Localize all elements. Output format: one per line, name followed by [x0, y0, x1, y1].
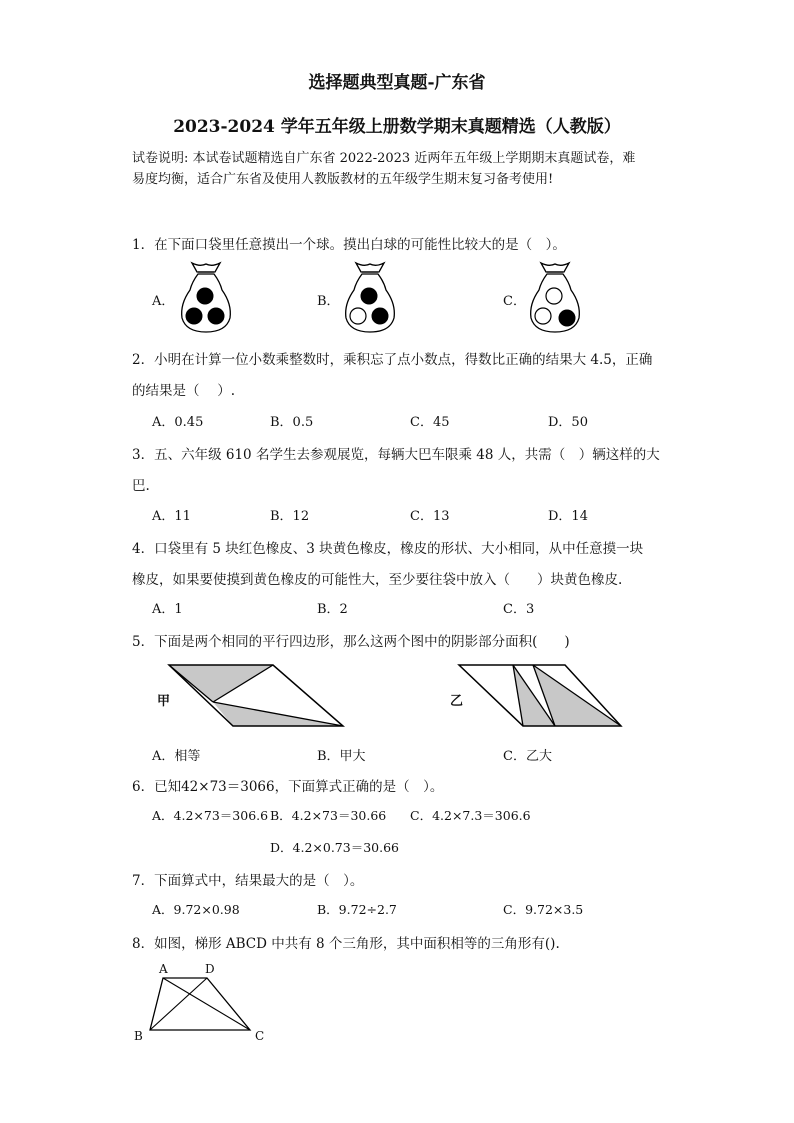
q6-option-b: B．4.2×73＝30.66	[270, 808, 387, 823]
q1-bag-c-ball	[559, 310, 575, 326]
q3-option-b: B．12	[270, 509, 310, 524]
question-5-text: 5．下面是两个相同的平行四边形，那么这两个图中的阴影部分面积( )	[132, 634, 570, 650]
q2-option-d: D．50	[548, 415, 588, 430]
question-8-text: 8．如图，梯形 ABCD 中共有 8 个三角形，其中面积相等的三角形有().	[132, 936, 560, 952]
q1-option-c: C．	[503, 294, 526, 309]
q5-figure-yi	[455, 662, 627, 730]
q2-option-b: B．0.5	[270, 415, 314, 430]
q7-option-b: B．9.72÷2.7	[317, 902, 397, 917]
q8-vertex-b-label: B	[134, 1029, 143, 1043]
q6-option-d: D．4.2×0.73＝30.66	[270, 840, 399, 855]
q2-option-a: A．0.45	[152, 415, 204, 430]
q1-bag-a-figure	[178, 260, 234, 335]
question-6-text: 6．已知42×73＝3066，下面算式正确的是（ ）。	[132, 779, 444, 795]
q3-option-c: C．13	[410, 509, 450, 524]
q1-bag-b-ball	[350, 308, 366, 324]
q2-option-c: C．45	[410, 415, 450, 430]
intro-line-2: 易度均衡，适合广东省及使用人教版教材的五年级学生期末复习备考使用!	[132, 172, 554, 187]
question-4-line-2: 橡皮，如果要使摸到黄色橡皮的可能性大，至少要往袋中放入（ ）块黄色橡皮.	[132, 572, 623, 588]
q5-figure-jia	[165, 662, 347, 730]
q1-bag-c-figure	[527, 260, 583, 335]
q7-option-c: C．9.72×3.5	[503, 902, 584, 917]
q1-option-b: B．	[317, 294, 340, 309]
question-3-line-1: 3．五、六年级 610 名学生去参观展览，每辆大巴车限乘 48 人，共需（ ）辆这样的大	[132, 447, 660, 463]
q5-option-a: A．相等	[152, 749, 201, 764]
q1-bag-b-figure	[342, 260, 398, 335]
intro-line-1: 试卷说明: 本试卷试题精选自广东省 2022-2023 近两年五年级上学期期末真题试卷，难	[132, 151, 636, 166]
q1-bag-b-ball	[372, 308, 388, 324]
q5-option-c: C．乙大	[503, 749, 552, 764]
q6-option-a: A．4.2×73＝306.6	[152, 808, 269, 823]
question-2-line-2: 的结果是（ ）.	[132, 383, 236, 399]
q5-option-b: B．甲大	[317, 749, 366, 764]
q1-bag-c-ball	[546, 288, 562, 304]
q3-option-d: D．14	[548, 509, 588, 524]
question-7-text: 7．下面算式中，结果最大的是（ ）。	[132, 873, 364, 889]
q5-figure-jia-label: 甲	[157, 694, 171, 709]
q4-option-b: B．2	[317, 602, 348, 617]
q1-bag-b-ball	[361, 288, 377, 304]
q8-vertex-a-label: A	[159, 962, 168, 976]
q1-bag-a-ball	[208, 308, 224, 324]
question-4-line-1: 4．口袋里有 5 块红色橡皮、3 块黄色橡皮，橡皮的形状、大小相同，从中任意摸一块	[132, 541, 644, 557]
q1-bag-a-ball	[186, 308, 202, 324]
question-1-text: 1．在下面口袋里任意摸出一个球。摸出白球的可能性比较大的是（ ）。	[132, 237, 566, 253]
document-subtitle: 2023-2024 学年五年级上册数学期末真题精选（人教版）	[173, 117, 621, 137]
document-title: 选择题典型真题-广东省	[308, 73, 486, 93]
q5-figure-yi-label: 乙	[450, 694, 464, 709]
question-3-line-2: 巴.	[132, 478, 150, 494]
q1-bag-c-ball	[535, 308, 551, 324]
q8-vertex-c-label: C	[255, 1029, 265, 1043]
q1-bag-a-ball	[197, 288, 213, 304]
q7-option-a: A．9.72×0.98	[152, 902, 240, 917]
q1-option-a: A．	[152, 294, 175, 309]
q3-option-a: A．11	[152, 509, 191, 524]
q6-option-c: C．4.2×7.3＝306.6	[410, 808, 531, 823]
question-2-line-1: 2．小明在计算一位小数乘整数时，乘积忘了点小数点，得数比正确的结果大 4.5，正确	[132, 352, 653, 368]
q4-option-c: C．3	[503, 602, 535, 617]
q8-vertex-d-label: D	[205, 962, 215, 976]
q4-option-a: A．1	[152, 602, 183, 617]
